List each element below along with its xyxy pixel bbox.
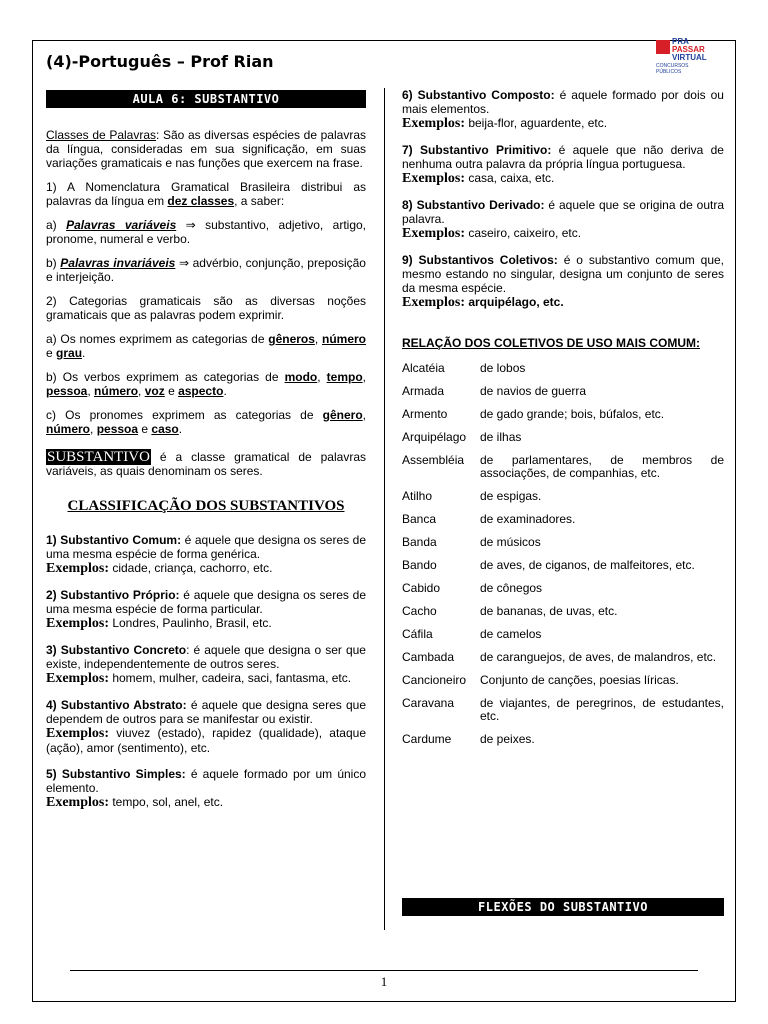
c3-sep: , <box>90 422 97 436</box>
collective-row <box>402 582 724 595</box>
c3-sep: e <box>138 422 152 436</box>
examples-line <box>402 171 724 186</box>
collective-definition: de gado grande; bois, búfalos, etc. <box>480 407 665 421</box>
noun-type-heading: 6) Substantivo Composto: <box>402 88 555 102</box>
collective-term: Atilho <box>402 489 433 503</box>
p1-tail: , a saber: <box>234 194 285 208</box>
variable-words-paragraph <box>46 218 366 246</box>
flexoes-section <box>402 898 724 916</box>
footer-rule <box>70 970 698 971</box>
collective-term: Banca <box>402 512 437 526</box>
c3-term: gênero <box>322 408 363 422</box>
examples-label: Exemplos: <box>402 116 465 131</box>
c3-sep: . <box>178 422 183 436</box>
collective-row <box>402 536 724 549</box>
collective-definition: de caranguejos, de aves, de malandros, etc. <box>480 650 717 664</box>
collective-definition: de examinadores. <box>480 512 576 526</box>
left-column <box>46 90 366 810</box>
nomenclature-paragraph <box>46 180 366 208</box>
examples-line <box>46 795 366 810</box>
collective-definition: de lobos <box>480 361 526 375</box>
examples-text: beija-flor, aguardente, etc. <box>465 116 608 130</box>
examples-label: Exemplos: <box>46 616 109 631</box>
c1-term: gêneros <box>268 332 315 346</box>
collective-row <box>402 628 724 641</box>
collective-term: Cáfila <box>402 627 433 641</box>
noun-type-item <box>46 588 366 631</box>
c3-term: caso <box>151 422 179 436</box>
noun-type-heading: 4) Substantivo Abstrato: <box>46 698 187 712</box>
noun-type-definition <box>46 533 366 561</box>
pa-text: ⇒ substantivo, adjetivo, artigo, pronome, numeral e verbo. <box>46 218 366 246</box>
collective-definition: de bananas, de uvas, etc. <box>480 604 618 618</box>
c2-term: pessoa <box>46 384 88 398</box>
examples-label: Exemplos: <box>46 671 109 686</box>
noun-type-text: é o substantivo comum que, mesmo estando no singular, designa um conjunto de seres da mesma espécie. <box>402 253 724 295</box>
collective-definition: de ilhas <box>480 430 522 444</box>
noun-type-text: é aquele que designa os seres de uma mesma espécie de forma particular. <box>46 588 366 616</box>
collective-row <box>402 559 724 572</box>
collective-list-title: RELAÇÃO DOS COLETIVOS DE USO MAIS COMUM: <box>402 336 701 350</box>
collective-term: Armento <box>402 407 448 421</box>
noun-type-item <box>46 698 366 755</box>
collective-list <box>402 362 724 746</box>
collective-row <box>402 362 724 375</box>
c3-sep: , <box>362 408 366 422</box>
examples-label: Exemplos: <box>46 795 109 810</box>
noun-type-definition <box>46 698 366 726</box>
noun-type-heading: 8) Substantivo Derivado: <box>402 198 545 212</box>
examples-text: tempo, sol, anel, etc. <box>109 795 224 809</box>
c1-sep: e <box>46 346 57 360</box>
examples-line <box>46 616 366 631</box>
noun-type-text: é aquele que não deriva de nenhuma outra palavra da própria língua portuguesa. <box>402 143 724 171</box>
examples-text: viuvez (estado), rapidez (qualidade), ataque (ação), amor (sentimento), etc. <box>46 726 366 755</box>
examples-line <box>402 116 724 131</box>
noun-type-definition <box>46 767 366 795</box>
pb-emphasis: Palavras invariáveis <box>60 256 176 270</box>
noun-type-item <box>402 253 724 310</box>
pa-emphasis: Palavras variáveis <box>66 218 177 232</box>
collective-term: Alcatéia <box>402 361 445 375</box>
collective-term: Bando <box>402 558 437 572</box>
noun-type-item <box>46 643 366 686</box>
examples-text: caseiro, caixeiro, etc. <box>465 226 582 240</box>
examples-line <box>402 226 724 241</box>
noun-type-text: : é aquele que designa o ser que existe, independentemente de outros seres. <box>46 643 366 671</box>
collective-definition: de espigas. <box>480 489 542 503</box>
examples-text: homem, mulher, cadeira, saci, fantasma, etc. <box>109 671 352 685</box>
collective-term: Cabido <box>402 581 441 595</box>
collective-row <box>402 697 724 723</box>
c2-term: voz <box>144 384 165 398</box>
noun-type-heading: 3) Substantivo Concreto <box>46 643 187 657</box>
logo-text-4: CONCURSOS PÚBLICOS <box>656 63 689 75</box>
collective-definition: de aves, de ciganos, de malfeitores, etc. <box>480 558 695 572</box>
noun-type-definition <box>402 198 724 226</box>
invariable-words-paragraph <box>46 256 366 284</box>
noun-type-heading: 5) Substantivo Simples: <box>46 767 186 781</box>
logo-text-2: PASSAR <box>672 45 705 54</box>
classification-title: CLASSIFICAÇÃO DOS SUBSTANTIVOS <box>67 498 345 514</box>
verbs-categories <box>46 370 366 398</box>
collective-row <box>402 733 724 746</box>
c2-sep: , <box>317 370 327 384</box>
examples-text: arquipélago, etc. <box>465 295 564 309</box>
p1-emphasis: dez classes <box>167 194 235 208</box>
substantivo-label: SUBSTANTIVO <box>47 449 150 465</box>
logo-text-3: VIRTUAL <box>672 53 707 62</box>
substantivo-text: é a classe gramatical de palavras variáveis, as quais denominam os seres. <box>46 450 366 478</box>
noun-type-heading: 1) Substantivo Comum: <box>46 533 182 547</box>
logo-emblem-icon <box>656 40 670 54</box>
collective-term: Caravana <box>402 696 455 710</box>
c1-sep: . <box>82 346 86 360</box>
noun-type-text: é aquele que designa seres que dependem de outros para se manifestar ou existir. <box>46 698 366 726</box>
collective-term: Cambada <box>402 650 455 664</box>
collective-term: Arquipélago <box>402 430 467 444</box>
noun-type-item <box>402 88 724 131</box>
collective-row <box>402 490 724 503</box>
lesson-banner: AULA 6: SUBSTANTIVO <box>46 90 366 108</box>
collective-row <box>402 431 724 444</box>
collective-row <box>402 385 724 398</box>
page-number: 1 <box>380 974 388 989</box>
p1-text: 1) A Nomenclatura Gramatical Brasileira distribui as palavras da língua em <box>46 180 366 208</box>
noun-type-item <box>402 143 724 186</box>
right-column <box>402 88 724 746</box>
collective-term: Assembléia <box>402 453 465 467</box>
c2-sep: , <box>87 384 95 398</box>
examples-label: Exemplos: <box>46 726 109 741</box>
examples-label: Exemplos: <box>402 295 465 310</box>
c1-term: grau <box>56 346 83 360</box>
collective-definition: de cônegos <box>480 581 543 595</box>
noun-type-heading: 9) Substantivos Coletivos: <box>402 253 558 267</box>
c2-sep: . <box>223 384 227 398</box>
c2-term: número <box>94 384 139 398</box>
noun-type-item <box>402 198 724 241</box>
nouns-categories <box>46 332 366 360</box>
classes-paragraph <box>46 128 366 170</box>
noun-type-heading: 7) Substantivo Primitivo: <box>402 143 552 157</box>
collective-definition: de peixes. <box>480 732 535 746</box>
right-items <box>402 88 724 310</box>
column-divider <box>384 88 385 930</box>
examples-line <box>46 671 366 686</box>
c2-sep: , <box>362 370 366 384</box>
noun-type-text: é aquele que designa os seres de uma mesma espécie de forma genérica. <box>46 533 367 561</box>
collective-definition: de músicos <box>480 535 541 549</box>
collective-row <box>402 651 724 664</box>
logo <box>654 37 714 75</box>
pronouns-categories <box>46 408 366 436</box>
collective-row <box>402 454 724 480</box>
collective-term: Cacho <box>402 604 437 618</box>
collective-definition: de navios de guerra <box>480 384 587 398</box>
noun-type-definition <box>46 588 366 616</box>
classes-text: : São as diversas espécies de palavras da língua, consideradas em sua significação, em suas variações gramaticais e nas funções que exercem na frase. <box>46 128 366 170</box>
collective-row <box>402 513 724 526</box>
examples-line <box>402 295 724 310</box>
noun-type-definition <box>46 643 366 671</box>
pb-text: ⇒ advérbio, conjunção, preposição e interjeição. <box>46 256 366 284</box>
c2-text: b) Os verbos exprimem as categorias de <box>46 370 285 384</box>
noun-type-text: é aquele que se origina de outra palavra. <box>402 198 725 226</box>
collective-term: Cancioneiro <box>402 673 467 687</box>
collective-row <box>402 605 724 618</box>
examples-line <box>46 561 366 576</box>
flexoes-banner: FLEXÕES DO SUBSTANTIVO <box>402 898 724 916</box>
collective-definition: de parlamentares, de membros de associações, de companhias, etc. <box>480 453 724 480</box>
collective-term: Armada <box>402 384 445 398</box>
logo-text-1: PRA <box>672 37 689 46</box>
examples-label: Exemplos: <box>46 561 109 576</box>
examples-text: cidade, criança, cachorro, etc. <box>109 561 273 575</box>
pb-prefix: b) <box>46 256 61 270</box>
classes-label: Classes de Palavras <box>46 128 157 142</box>
collective-definition: de viajantes, de peregrinos, de estudantes, etc. <box>480 696 724 723</box>
c2-term: tempo <box>326 370 363 384</box>
examples-text: casa, caixa, etc. <box>465 171 555 185</box>
left-items <box>46 533 366 810</box>
page-title: (4)-Português – Prof Rian <box>46 52 274 71</box>
c3-term: pessoa <box>96 422 139 436</box>
c1-term: número <box>322 332 367 346</box>
noun-type-text: é aquele formado por um único elemento. <box>46 767 367 795</box>
noun-type-heading: 2) Substantivo Próprio: <box>46 588 180 602</box>
c2-term: aspecto <box>178 384 224 398</box>
examples-label: Exemplos: <box>402 226 465 241</box>
pa-prefix: a) <box>46 218 67 232</box>
c1-sep: , <box>314 332 322 346</box>
noun-type-definition <box>402 143 724 171</box>
examples-line <box>46 726 366 755</box>
c3-term: número <box>46 422 91 436</box>
c2-sep: e <box>164 384 179 398</box>
collective-definition: de camelos <box>480 627 542 641</box>
noun-type-definition <box>402 88 724 116</box>
c2-term: modo <box>284 370 318 384</box>
collective-term: Cardume <box>402 732 452 746</box>
collective-term: Banda <box>402 535 437 549</box>
examples-label: Exemplos: <box>402 171 465 186</box>
collective-row <box>402 408 724 421</box>
noun-type-text: é aquele formado por dois ou mais elementos. <box>402 88 724 116</box>
c2-sep: , <box>138 384 145 398</box>
collective-row <box>402 674 724 687</box>
examples-text: Londres, Paulinho, Brasil, etc. <box>109 616 272 630</box>
c3-text: c) Os pronomes exprimem as categorias de <box>46 408 323 422</box>
substantivo-definition <box>46 450 366 478</box>
noun-type-item <box>46 533 366 576</box>
noun-type-item <box>46 767 366 810</box>
c1-text: a) Os nomes exprimem as categorias de <box>46 332 269 346</box>
categories-paragraph: 2) Categorias gramaticais são as diversas noções gramaticais que as palavras podem exprimir. <box>46 294 366 322</box>
collective-definition: Conjunto de canções, poesias líricas. <box>480 673 679 687</box>
noun-type-definition <box>402 253 724 295</box>
